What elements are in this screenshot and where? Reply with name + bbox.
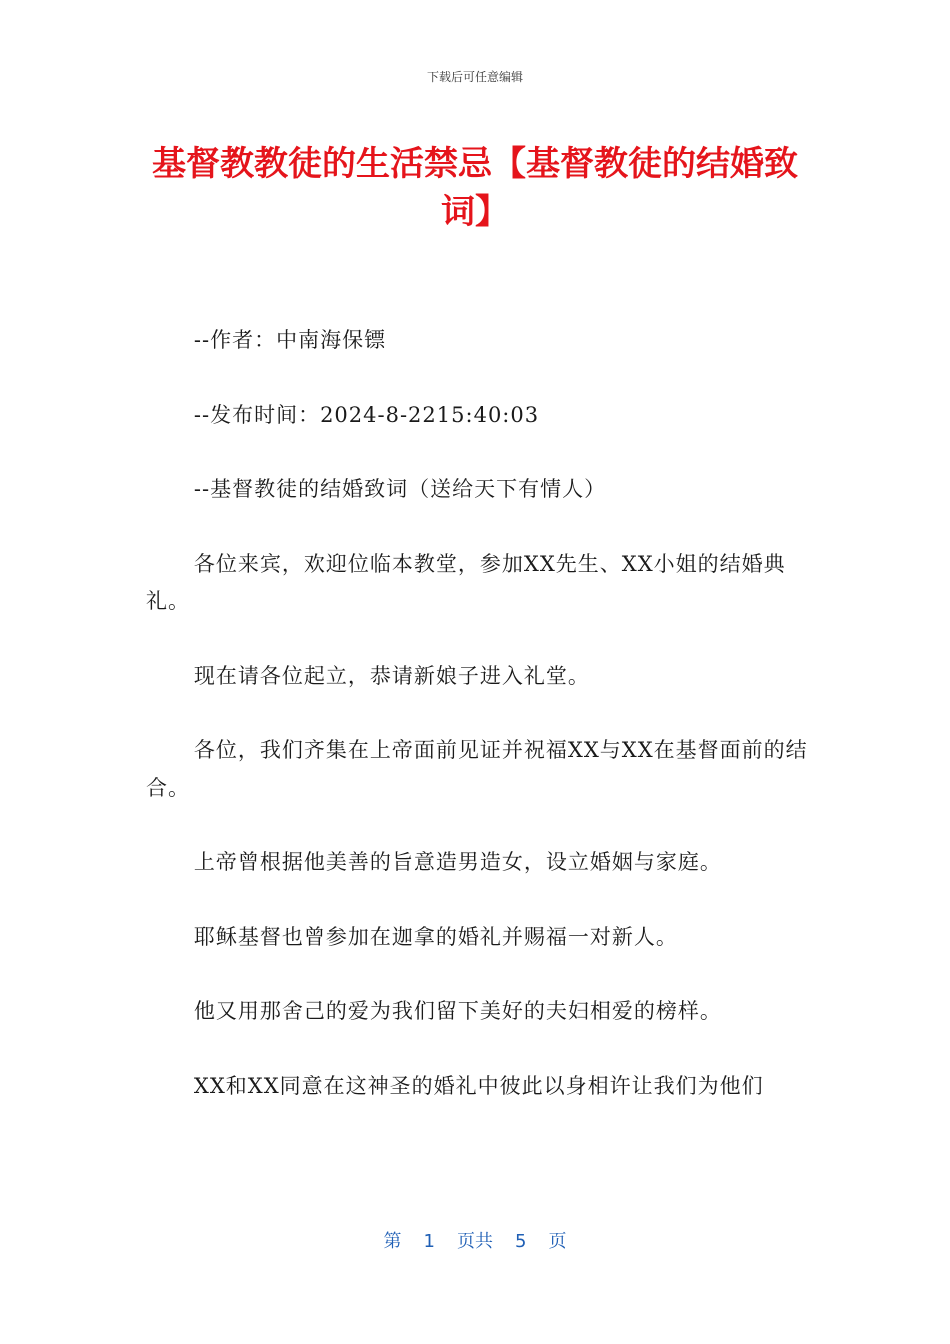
published-line: --发布时间：2024-8-2215:40:03 — [193, 402, 540, 427]
document-body — [146, 322, 810, 1143]
header-note: 下载后可任意编辑 — [426, 70, 523, 84]
footer-page-mid: 页共 — [457, 1231, 493, 1252]
page-footer — [0, 1227, 950, 1253]
document-title: 基督教教徒的生活禁忌【基督教徒的结婚致词】 — [152, 144, 798, 232]
paragraph: 耶稣基督也曾参加在迦拿的婚礼并赐福一对新人。 — [193, 924, 678, 949]
paragraph: 现在请各位起立，恭请新娘子进入礼堂。 — [193, 663, 590, 688]
subtitle-line: --基督教徒的结婚致词（送给天下有情人） — [193, 477, 607, 502]
footer-page-label: 第 — [383, 1231, 402, 1252]
author-line: --作者：中南海保镖 — [193, 328, 387, 352]
footer-total-pages: 5 — [515, 1231, 527, 1252]
paragraph: XX和XX同意在这神圣的婚礼中彼此以身相许让我们为他们 — [193, 1073, 764, 1098]
footer-page-number: 1 — [423, 1231, 435, 1252]
footer-page-end: 页 — [548, 1231, 567, 1252]
paragraph: 各位，我们齐集在上帝面前见证并祝福XX与XX在基督面前的结合。 — [146, 738, 808, 800]
paragraph: 上帝曾根据他美善的旨意造男造女，设立婚姻与家庭。 — [193, 850, 722, 875]
paragraph: 各位来宾，欢迎位临本教堂，参加XX先生、XX小姐的结婚典礼。 — [146, 551, 786, 614]
paragraph: 他又用那舍己的爱为我们留下美好的夫妇相爱的榜样。 — [193, 999, 722, 1024]
